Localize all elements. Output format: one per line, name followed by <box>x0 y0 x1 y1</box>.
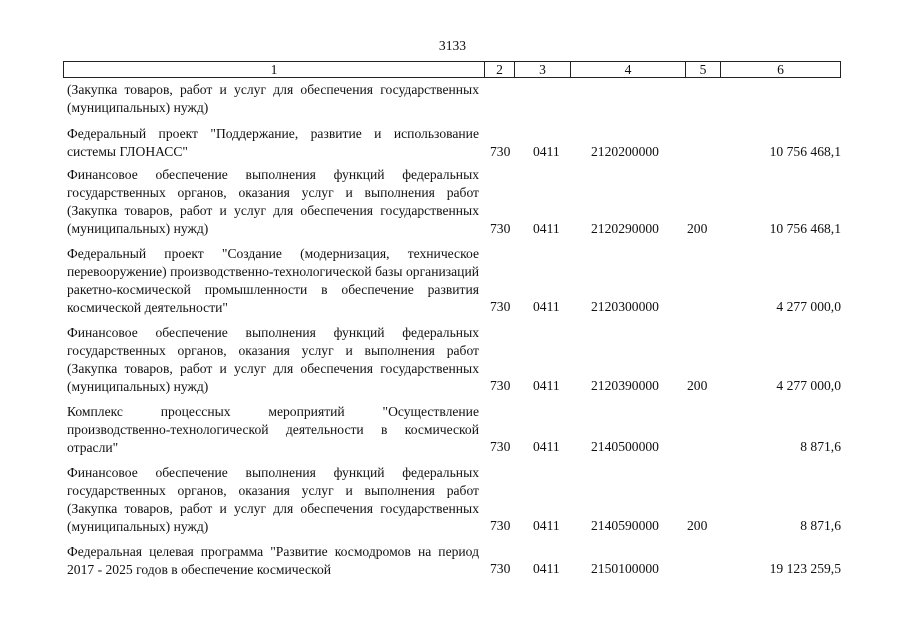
row-sum: 8 871,6 <box>800 439 841 454</box>
row-gr: 730 <box>490 221 511 236</box>
row-sum: 19 123 259,5 <box>769 561 841 576</box>
row-description: Финансовое обеспечение выполнения функций федеральных государственных органов, оказания услуг и выполнения работ (Закупка товаров, работ и услуг для обеспечения государственных (муниципальных) нужд) <box>67 167 479 236</box>
row-vr: 200 <box>687 518 708 533</box>
row-gr: 730 <box>490 299 511 314</box>
row-description: Федеральная целевая программа "Развитие космодромов на период 2017 - 2025 годов в обеспечение космической <box>67 544 479 577</box>
row-vr: 200 <box>687 221 708 236</box>
row-gr: 730 <box>490 561 511 576</box>
row-cs: 2120300000 <box>591 299 659 314</box>
row-rz: 0411 <box>533 439 560 454</box>
row-cs: 2140500000 <box>591 439 659 454</box>
row-rz: 0411 <box>533 144 560 159</box>
row-cs: 2120390000 <box>591 378 659 393</box>
row-rz: 0411 <box>533 518 560 533</box>
row-gr: 730 <box>490 378 511 393</box>
row-description: Финансовое обеспечение выполнения функций федеральных государственных органов, оказания услуг и выполнения работ (Закупка товаров, работ и услуг для обеспечения государственных (муниципальных) нужд) <box>67 325 479 394</box>
row-rz: 0411 <box>533 378 560 393</box>
column-header-4: 4 <box>571 62 686 77</box>
row-cs: 2120290000 <box>591 221 659 236</box>
column-header-1: 1 <box>64 62 485 77</box>
row-description: Финансовое обеспечение выполнения функций федеральных государственных органов, оказания услуг и выполнения работ (Закупка товаров, работ и услуг для обеспечения государственных (муниципальных) нужд) <box>67 465 479 534</box>
row-gr: 730 <box>490 518 511 533</box>
row-cs: 2120200000 <box>591 144 659 159</box>
column-header-2: 2 <box>485 62 515 77</box>
row-rz: 0411 <box>533 561 560 576</box>
row-cs: 2140590000 <box>591 518 659 533</box>
column-header-6: 6 <box>777 62 784 77</box>
row-sum: 10 756 468,1 <box>769 144 841 159</box>
row-cs: 2150100000 <box>591 561 659 576</box>
row-sum: 4 277 000,0 <box>776 299 841 314</box>
row-sum: 10 756 468,1 <box>769 221 841 236</box>
row-sum: 4 277 000,0 <box>776 378 841 393</box>
table-header <box>63 61 841 78</box>
column-header-5: 5 <box>686 62 721 77</box>
row-sum: 8 871,6 <box>800 518 841 533</box>
row-vr: 200 <box>687 378 708 393</box>
row-rz: 0411 <box>533 221 560 236</box>
row-description: Комплекс процессных мероприятий "Осуществление производственно-технологической деятельности в космической отрасли" <box>67 404 479 455</box>
row-rz: 0411 <box>533 299 560 314</box>
row-description: Федеральный проект "Поддержание, развитие и использование системы ГЛОНАСС" <box>67 126 479 159</box>
row-gr: 730 <box>490 439 511 454</box>
page-number: 3133 <box>438 38 467 53</box>
row-description: Федеральный проект "Создание (модернизация, техническое перевооружение) производственно-технологической базы организаций ракетно-космической промышленности в обеспечение развития космической деятельности" <box>67 246 479 315</box>
row-gr: 730 <box>490 144 511 159</box>
row-description: (Закупка товаров, работ и услуг для обеспечения государственных (муниципальных) нужд) <box>67 82 479 115</box>
column-header-3: 3 <box>515 62 571 77</box>
